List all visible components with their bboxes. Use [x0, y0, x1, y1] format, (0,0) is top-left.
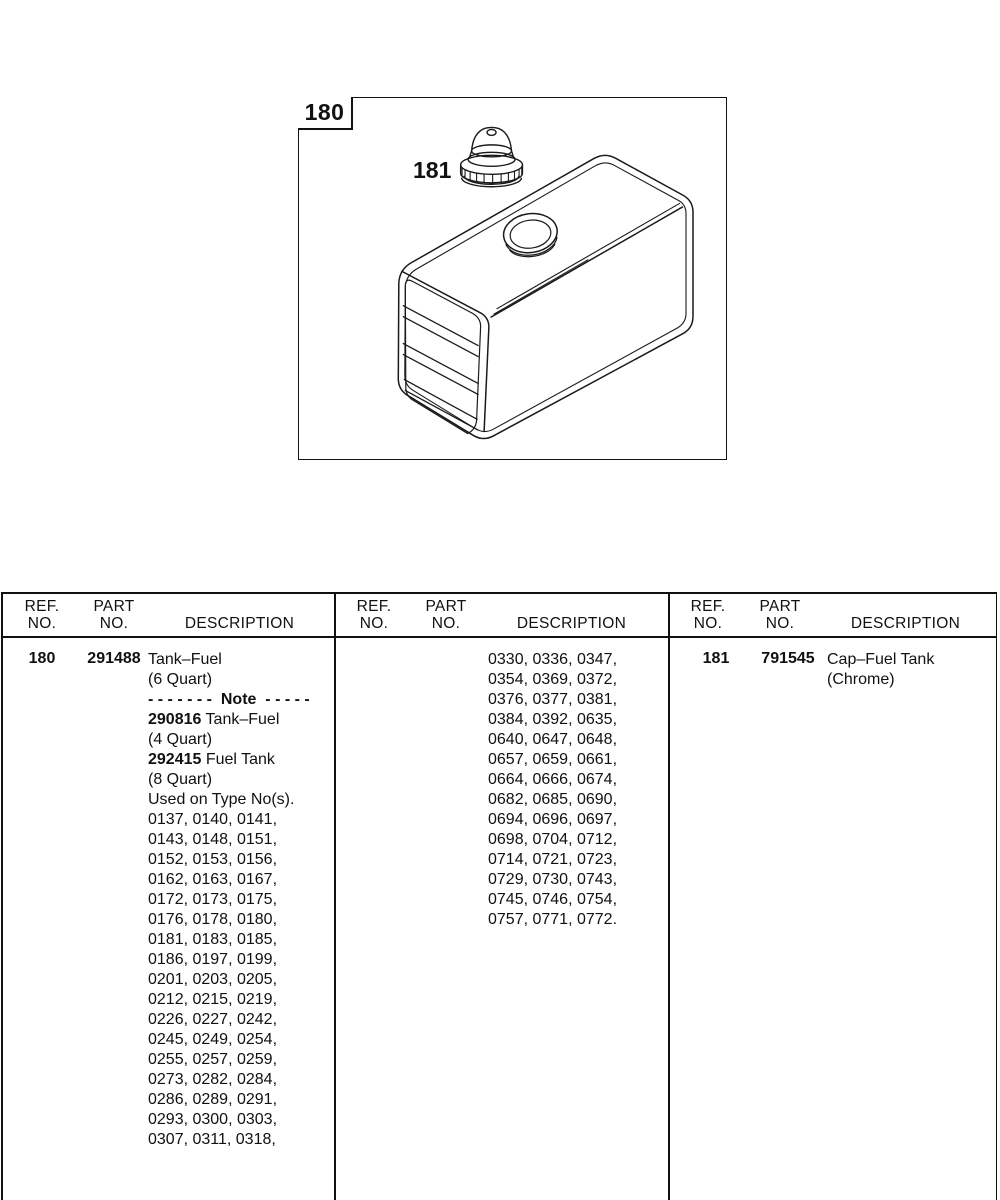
description-line: 0384, 0392, 0635,: [488, 711, 618, 728]
table-column-divider-1: [334, 592, 336, 1200]
description-line: (6 Quart): [148, 671, 213, 688]
description-line: Cap–Fuel Tank: [827, 651, 935, 668]
description-line: 0682, 0685, 0690,: [488, 791, 618, 808]
description-line: (8 Quart): [148, 771, 213, 788]
header-part-no-2: PART NO.: [425, 598, 467, 632]
description-line: 0226, 0227, 0242,: [148, 1011, 278, 1028]
description-line: 0181, 0183, 0185,: [148, 931, 278, 948]
description-line: (4 Quart): [148, 731, 213, 748]
ref-no-181: 181: [702, 650, 730, 667]
description-line: 0664, 0666, 0674,: [488, 771, 618, 788]
table-column-divider-2: [668, 592, 670, 1200]
description-line: 0640, 0647, 0648,: [488, 731, 618, 748]
tank-ribs: [403, 305, 479, 430]
description-line: 0729, 0730, 0743,: [488, 871, 618, 888]
description-line: 0714, 0721, 0723,: [488, 851, 618, 868]
description-line: 0286, 0289, 0291,: [148, 1091, 278, 1108]
description-line: 0757, 0771, 0772.: [488, 911, 618, 928]
description-line: 0273, 0282, 0284,: [148, 1071, 278, 1088]
description-line: 0143, 0148, 0151,: [148, 831, 278, 848]
description-cap-fuel-tank: [827, 650, 997, 690]
header-ref-no-2: REF. NO.: [356, 598, 392, 632]
ref-no-180: 180: [28, 650, 56, 667]
description-line: 292415 Fuel Tank: [148, 751, 275, 768]
description-line: (Chrome): [827, 671, 895, 688]
description-line: - - - - - - - Note - - - - -: [148, 691, 310, 708]
description-line: 0698, 0704, 0712,: [488, 831, 618, 848]
description-line: 0293, 0300, 0303,: [148, 1111, 278, 1128]
tank-body-drawing: [398, 155, 693, 438]
part-no-791545: 791545: [761, 650, 815, 667]
description-line: 0212, 0215, 0219,: [148, 991, 278, 1008]
description-line: 0186, 0197, 0199,: [148, 951, 278, 968]
header-description-2: DESCRIPTION: [516, 615, 627, 632]
header-part-no-3: PART NO.: [759, 598, 801, 632]
description-line: 0137, 0140, 0141,: [148, 811, 278, 828]
description-line: 0245, 0249, 0254,: [148, 1031, 278, 1048]
figure-number-label: 180: [298, 97, 353, 130]
description-line: 0307, 0311, 0318,: [148, 1131, 276, 1148]
table-header-separator: [1, 636, 997, 638]
description-line: Used on Type No(s).: [148, 791, 295, 808]
description-line: Tank–Fuel: [148, 651, 222, 668]
header-ref-no-3: REF. NO.: [690, 598, 726, 632]
description-type-numbers-continued: [488, 650, 668, 930]
description-line: 0255, 0257, 0259,: [148, 1051, 278, 1068]
description-line: 0694, 0696, 0697,: [488, 811, 618, 828]
description-line: 0152, 0153, 0156,: [148, 851, 278, 868]
description-line: 0657, 0659, 0661,: [488, 751, 618, 768]
description-line: 0201, 0203, 0205,: [148, 971, 278, 988]
callout-181-label: 181: [413, 157, 452, 183]
description-line: 0745, 0746, 0754,: [488, 891, 618, 908]
fuel-tank-drawing: [298, 97, 725, 458]
description-tank-fuel: [148, 650, 334, 1150]
description-line: 0330, 0336, 0347,: [488, 651, 618, 668]
description-line: 290816 Tank–Fuel: [148, 711, 280, 728]
description-line: 0376, 0377, 0381,: [488, 691, 618, 708]
table-left-border: [1, 592, 3, 1200]
part-no-291488: 291488: [87, 650, 141, 667]
header-ref-no-1: REF. NO.: [24, 598, 60, 632]
header-description-1: DESCRIPTION: [184, 615, 295, 632]
filler-neck: [501, 210, 560, 260]
table-top-border: [1, 592, 997, 594]
description-line: 0354, 0369, 0372,: [488, 671, 618, 688]
description-line: 0176, 0178, 0180,: [148, 911, 278, 928]
header-part-no-1: PART NO.: [93, 598, 135, 632]
description-line: 0162, 0163, 0167,: [148, 871, 278, 888]
header-description-3: DESCRIPTION: [850, 615, 961, 632]
description-line: 0172, 0173, 0175,: [148, 891, 278, 908]
fuel-cap-drawing: [461, 127, 523, 186]
